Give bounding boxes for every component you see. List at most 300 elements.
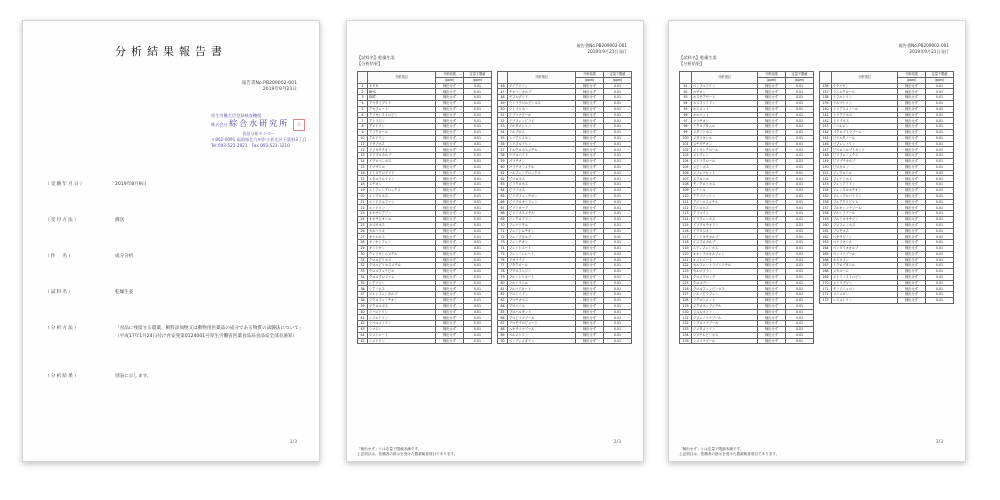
row-result: 検出せず xyxy=(576,286,604,292)
row-item-name: チフルザミド xyxy=(508,95,576,101)
row-item-name: オキサジアゾン xyxy=(368,211,436,217)
row-result: 検出せず xyxy=(436,269,464,275)
row-result: 検出せず xyxy=(576,338,604,344)
row-limit: 0.01 xyxy=(786,298,814,304)
row-limit: 0.01 xyxy=(926,211,954,217)
row-result: 検出せず xyxy=(898,147,926,153)
row-item-name: ジメチルビンホス xyxy=(692,332,758,338)
row-item-name: DDT xyxy=(368,95,436,101)
row-result: 検出せず xyxy=(898,257,926,263)
row-result: 検出せず xyxy=(898,245,926,251)
table-header xyxy=(680,72,814,78)
row-result: 検出せず xyxy=(898,129,926,135)
row-limit: 0.01 xyxy=(464,95,492,101)
results-page-2 xyxy=(668,20,966,462)
row-number: 160 xyxy=(820,222,832,228)
row-result: 検出せず xyxy=(758,332,786,338)
page-number: 1/3 xyxy=(289,440,297,445)
row-item-name: フェントエート xyxy=(508,245,576,251)
row-result: 検出せず xyxy=(758,153,786,159)
row-limit: 0.01 xyxy=(464,176,492,182)
row-limit: 0.01 xyxy=(604,193,632,199)
row-number: 32 xyxy=(358,263,368,269)
row-limit: 0.01 xyxy=(926,187,954,193)
row-limit: 0.01 xyxy=(604,292,632,298)
row-item-name: キントゼン xyxy=(368,245,436,251)
row-item-name: ビフェントリン xyxy=(832,141,898,147)
row-result: 検出せず xyxy=(436,176,464,182)
row-result: 検出せず xyxy=(436,182,464,188)
row-number: 9 xyxy=(358,129,368,135)
row-limit: 0.01 xyxy=(464,124,492,130)
row-limit: 0.01 xyxy=(604,332,632,338)
row-result: 検出せず xyxy=(576,141,604,147)
row-limit: 0.01 xyxy=(604,187,632,193)
row-number: 164 xyxy=(820,245,832,251)
row-result: 検出せず xyxy=(758,95,786,101)
row-result: 検出せず xyxy=(758,83,786,89)
row-result: 検出せず xyxy=(436,170,464,176)
row-limit: 0.01 xyxy=(604,135,632,141)
col-limit-unit: (ppm) xyxy=(926,77,954,83)
issuer-company xyxy=(211,119,306,131)
row-limit: 0.01 xyxy=(926,222,954,228)
row-item-name: ピラクロホス xyxy=(508,182,576,188)
row-limit: 0.01 xyxy=(464,89,492,95)
row-item-name: レスメトリン xyxy=(832,298,898,304)
row-item-name: クロルピリホスメチル xyxy=(368,263,436,269)
row-number: 37 xyxy=(358,292,368,298)
row-number: 135 xyxy=(680,338,692,344)
row-number: 170 xyxy=(820,280,832,286)
row-result: 検出せず xyxy=(576,176,604,182)
row-item-name: ジメタメトリン xyxy=(692,327,758,333)
row-limit: 0.01 xyxy=(464,112,492,118)
col-item-header: 分析項目 xyxy=(832,72,898,84)
row-number: 21 xyxy=(358,199,368,205)
col-item-header: 分析項目 xyxy=(692,72,758,84)
row-result: 検出せず xyxy=(576,298,604,304)
row-number: 137 xyxy=(820,89,832,95)
row-limit: 0.01 xyxy=(464,199,492,205)
row-limit: 0.01 xyxy=(786,315,814,321)
row-limit: 0.01 xyxy=(604,263,632,269)
row-number: 127 xyxy=(680,292,692,298)
row-limit: 0.01 xyxy=(786,95,814,101)
row-result: 検出せず xyxy=(898,106,926,112)
row-number: 167 xyxy=(820,263,832,269)
row-number: 130 xyxy=(680,309,692,315)
row-result: 検出せず xyxy=(898,141,926,147)
row-result: 検出せず xyxy=(898,274,926,280)
row-number: 138 xyxy=(820,95,832,101)
row-result: 検出せず xyxy=(758,129,786,135)
row-limit: 0.01 xyxy=(604,147,632,153)
row-item-name: パクロブトラゾール xyxy=(832,129,898,135)
row-item-name: ベンフルラリン xyxy=(692,83,758,89)
row-limit: 0.01 xyxy=(464,164,492,170)
row-result: 検出せず xyxy=(898,199,926,205)
row-limit: 0.01 xyxy=(786,89,814,95)
row-limit: 0.01 xyxy=(604,106,632,112)
row-item-name: ピラゾホス xyxy=(508,187,576,193)
row-limit: 0.01 xyxy=(464,147,492,153)
row-item-name: メフェナセット xyxy=(692,170,758,176)
row-number: 116 xyxy=(680,228,692,234)
row-result: 検出せず xyxy=(576,234,604,240)
row-number: 85 xyxy=(498,309,508,315)
col-limit-header: 定量下限値 xyxy=(604,72,632,78)
row-result: 検出せず xyxy=(898,298,926,304)
row-number: 77 xyxy=(498,263,508,269)
row-number: 64 xyxy=(498,187,508,193)
row-limit: 0.01 xyxy=(926,199,954,205)
row-result: 検出せず xyxy=(576,315,604,321)
results-table-right xyxy=(819,71,954,304)
row-item-name: フェニトロチオン xyxy=(508,228,576,234)
row-limit: 0.01 xyxy=(786,269,814,275)
row-result: 検出せず xyxy=(576,153,604,159)
row-number: 79 xyxy=(498,274,508,280)
row-item-name: ダイアジノン xyxy=(508,83,576,89)
row-item-name: シフルトリン xyxy=(368,315,436,321)
results-header-labels xyxy=(679,55,717,66)
row-limit: 0.01 xyxy=(604,321,632,327)
row-result: 検出せず xyxy=(436,298,464,304)
row-item-name: ホルペット xyxy=(692,112,758,118)
row-result: 検出せず xyxy=(436,303,464,309)
row-result: 検出せず xyxy=(758,170,786,176)
row-number: 69 xyxy=(498,216,508,222)
row-limit: 0.01 xyxy=(464,332,492,338)
row-item-name: パラチオン xyxy=(508,158,576,164)
row-item-name: モノクロトホス xyxy=(692,182,758,188)
report-number: 報告書No.PB209002-001 xyxy=(241,81,297,86)
row-limit: 0.01 xyxy=(604,141,632,147)
row-item-name: ホサロン xyxy=(692,89,758,95)
row-result: 検出せず xyxy=(898,176,926,182)
row-item-name: ペンコナゾール xyxy=(832,251,898,257)
row-limit: 0.01 xyxy=(926,280,954,286)
table-header xyxy=(358,72,492,78)
row-item-name: イソプロチオラン xyxy=(692,222,758,228)
row-number: 75 xyxy=(498,251,508,257)
row-limit: 0.01 xyxy=(464,298,492,304)
row-result: 検出せず xyxy=(576,106,604,112)
row-limit: 0.01 xyxy=(786,303,814,309)
row-result: 検出せず xyxy=(758,315,786,321)
row-result: 検出せず xyxy=(436,124,464,130)
row-limit: 0.01 xyxy=(604,298,632,304)
row-number: 12 xyxy=(358,147,368,153)
row-item-name: ピペロホス xyxy=(508,176,576,182)
row-result: 検出せず xyxy=(436,216,464,222)
row-result: 検出せず xyxy=(898,216,926,222)
row-number: 53 xyxy=(498,124,508,130)
row-result: 検出せず xyxy=(758,211,786,217)
row-result: 検出せず xyxy=(898,153,926,159)
row-number: 16 xyxy=(358,170,368,176)
row-item-name: メチダチオン xyxy=(692,141,758,147)
row-result: 検出せず xyxy=(758,280,786,286)
row-number: 146 xyxy=(820,141,832,147)
row-result: 検出せず xyxy=(436,158,464,164)
row-limit: 0.01 xyxy=(464,338,492,344)
row-number: 133 xyxy=(680,327,692,333)
row-result: 検出せず xyxy=(576,205,604,211)
row-item-name: シペルメトリン xyxy=(368,321,436,327)
row-number: 35 xyxy=(358,280,368,286)
row-result: 検出せず xyxy=(436,187,464,193)
row-limit: 0.01 xyxy=(604,228,632,234)
row-result: 検出せず xyxy=(576,240,604,246)
row-result: 検出せず xyxy=(898,124,926,130)
row-item-name: シメコナゾール xyxy=(692,338,758,344)
row-result: 検出せず xyxy=(758,234,786,240)
row-item-name: ベンダイオカルブ xyxy=(832,245,898,251)
row-result: 検出せず xyxy=(898,193,926,199)
row-item-name: メトラクロール xyxy=(692,158,758,164)
row-result: 検出せず xyxy=(758,112,786,118)
row-number: 109 xyxy=(680,187,692,193)
row-result: 検出せず xyxy=(436,153,464,159)
row-number: 115 xyxy=(680,222,692,228)
row-number: 14 xyxy=(358,158,368,164)
row-result: 検出せず xyxy=(898,211,926,217)
row-item-name: ピロキロン xyxy=(832,164,898,170)
row-result: 検出せず xyxy=(576,164,604,170)
row-limit: 0.01 xyxy=(926,147,954,153)
row-item-name: シアノホス xyxy=(368,286,436,292)
row-result: 検出せず xyxy=(436,222,464,228)
row-item-name: メビンホス xyxy=(692,164,758,170)
row-item-name: メトリブジン xyxy=(832,280,898,286)
row-limit: 0.01 xyxy=(926,124,954,130)
row-number: 86 xyxy=(498,315,508,321)
row-limit: 0.01 xyxy=(926,182,954,188)
row-result: 検出せず xyxy=(576,95,604,101)
row-result: 検出せず xyxy=(758,303,786,309)
row-result: 検出せず xyxy=(576,112,604,118)
row-item-name: ピリミホスメチル xyxy=(508,211,576,217)
row-number: 51 xyxy=(498,112,508,118)
row-result: 検出せず xyxy=(576,158,604,164)
results-report-number: 報告書No.PB209002-001 xyxy=(576,43,627,48)
row-number: 7 xyxy=(358,118,368,124)
row-item-name: トリアゾホス xyxy=(832,112,898,118)
row-limit: 0.01 xyxy=(926,135,954,141)
row-number: 165 xyxy=(820,251,832,257)
row-limit: 0.01 xyxy=(926,286,954,292)
row-item-name: フルキンコナゾール xyxy=(832,205,898,211)
row-limit: 0.01 xyxy=(926,89,954,95)
row-result: 検出せず xyxy=(898,286,926,292)
row-item-name: ピリミカーブ xyxy=(508,205,576,211)
row-result: 検出せず xyxy=(576,222,604,228)
row-limit: 0.01 xyxy=(464,205,492,211)
row-result: 検出せず xyxy=(898,95,926,101)
issuer-company-prefix: 株式会社 xyxy=(211,122,228,127)
row-result: 検出せず xyxy=(758,124,786,130)
row-item-name: シプロコナゾール xyxy=(692,321,758,327)
row-number: 84 xyxy=(498,303,508,309)
row-limit: 0.01 xyxy=(786,193,814,199)
row-item-name: メトキシクロール xyxy=(692,147,758,153)
row-result: 検出せず xyxy=(576,187,604,193)
row-number: 155 xyxy=(820,193,832,199)
row-limit: 0.01 xyxy=(786,135,814,141)
row-limit: 0.01 xyxy=(786,83,814,89)
row-limit: 0.01 xyxy=(926,193,954,199)
row-limit: 0.01 xyxy=(464,193,492,199)
row-item-name: ピリプロキシフェン xyxy=(508,199,576,205)
row-limit: 0.01 xyxy=(604,315,632,321)
results-header-meta xyxy=(577,43,627,54)
row-limit: 0.01 xyxy=(464,315,492,321)
row-result: 検出せず xyxy=(436,274,464,280)
row-number: 111 xyxy=(680,199,692,205)
row-result: 検出せず xyxy=(898,280,926,286)
row-item-name: トリアジメノール xyxy=(832,106,898,112)
row-limit: 0.01 xyxy=(604,100,632,106)
row-result: 検出せず xyxy=(436,286,464,292)
row-limit: 0.01 xyxy=(786,251,814,257)
row-limit: 0.01 xyxy=(786,309,814,315)
table-header xyxy=(820,72,954,78)
row-result: 検出せず xyxy=(758,251,786,257)
row-item-name: テルブトリン xyxy=(832,100,898,106)
sample-label: 【試料名】乾燥生姜 xyxy=(679,55,717,60)
row-number: 94 xyxy=(680,100,692,106)
row-result: 検出せず xyxy=(758,269,786,275)
row-number: 149 xyxy=(820,158,832,164)
row-limit: 0.01 xyxy=(926,263,954,269)
row-number: 117 xyxy=(680,234,692,240)
row-limit: 0.01 xyxy=(926,170,954,176)
row-result: 検出せず xyxy=(758,338,786,344)
row-number: 101 xyxy=(680,141,692,147)
row-limit: 0.01 xyxy=(464,251,492,257)
row-result: 検出せず xyxy=(576,147,604,153)
row-item-name: フェナリモル xyxy=(508,222,576,228)
row-result: 検出せず xyxy=(758,147,786,153)
row-limit: 0.01 xyxy=(604,158,632,164)
row-number: 97 xyxy=(680,118,692,124)
col-limit-unit: (ppm) xyxy=(604,77,632,83)
col-result-unit: (ppm) xyxy=(576,77,604,83)
row-limit: 0.01 xyxy=(786,228,814,234)
col-limit-header: 定量下限値 xyxy=(926,72,954,78)
row-result: 検出せず xyxy=(436,205,464,211)
results-table-left xyxy=(679,71,814,344)
row-number: 78 xyxy=(498,269,508,275)
row-result: 検出せず xyxy=(436,129,464,135)
row-number: 96 xyxy=(680,112,692,118)
row-limit: 0.01 xyxy=(464,182,492,188)
row-result: 検出せず xyxy=(898,269,926,275)
col-result-header: 分析結果 xyxy=(436,72,464,78)
row-result: 検出せず xyxy=(576,309,604,315)
row-item-name: テトラジホン xyxy=(508,106,576,112)
row-number: 142 xyxy=(820,118,832,124)
row-limit: 0.01 xyxy=(926,158,954,164)
row-result: 検出せず xyxy=(436,164,464,170)
row-limit: 0.01 xyxy=(604,164,632,170)
company-seal-icon: 印 xyxy=(293,119,305,131)
row-number: 145 xyxy=(820,135,832,141)
row-limit: 0.01 xyxy=(926,100,954,106)
row-result: 検出せず xyxy=(898,205,926,211)
col-result-unit: (ppm) xyxy=(436,77,464,83)
row-item-name: トリフルラリン xyxy=(508,141,576,147)
row-result: 検出せず xyxy=(576,251,604,257)
row-result: 検出せず xyxy=(436,327,464,333)
row-result: 検出せず xyxy=(576,135,604,141)
row-number: 159 xyxy=(820,216,832,222)
row-number: 62 xyxy=(498,176,508,182)
row-item-name: エスプロカルブ xyxy=(692,240,758,246)
row-item-name: デルタメトリン xyxy=(508,124,576,130)
row-number: 56 xyxy=(498,141,508,147)
row-item-name: メトミノストロビン xyxy=(832,274,898,280)
row-number: 172 xyxy=(820,292,832,298)
row-limit: 0.01 xyxy=(786,338,814,344)
row-limit: 0.01 xyxy=(926,234,954,240)
row-number: 131 xyxy=(680,315,692,321)
row-number: 144 xyxy=(820,129,832,135)
row-number: 157 xyxy=(820,205,832,211)
row-result: 検出せず xyxy=(758,182,786,188)
row-number: 89 xyxy=(498,332,508,338)
row-limit: 0.01 xyxy=(786,211,814,217)
row-result: 検出せず xyxy=(576,193,604,199)
row-result: 検出せず xyxy=(758,216,786,222)
results-issue-date: 2019年9月21日発行 xyxy=(587,48,627,54)
table-header xyxy=(498,72,632,78)
row-limit: 0.01 xyxy=(604,245,632,251)
row-item-name: メプロニル xyxy=(692,176,758,182)
row-result: 検出せず xyxy=(576,245,604,251)
row-number: 40 xyxy=(358,309,368,315)
row-result: 検出せず xyxy=(436,280,464,286)
row-result: 検出せず xyxy=(758,240,786,246)
row-number: 19 xyxy=(358,187,368,193)
row-number: 150 xyxy=(820,164,832,170)
row-number: 100 xyxy=(680,135,692,141)
row-item-name: プロチオホス xyxy=(508,298,576,304)
row-item-name: エディフェンホス xyxy=(692,245,758,251)
row-number: 153 xyxy=(820,182,832,188)
row-number: 90 xyxy=(498,338,508,344)
row-item-name: エンドリン xyxy=(368,205,436,211)
row-number: 38 xyxy=(358,298,368,304)
row-number: 119 xyxy=(680,245,692,251)
row-limit: 0.01 xyxy=(604,274,632,280)
results-header-labels xyxy=(357,55,395,66)
issuer-center: 食品分析センター xyxy=(242,131,276,136)
row-item-name: イソプロカルブ xyxy=(368,153,436,159)
row-item-name: リニュロン xyxy=(832,292,898,298)
row-number: 154 xyxy=(820,187,832,193)
row-item-name: テトラクロルビンホス xyxy=(508,100,576,106)
section-label: 【分析結果】 xyxy=(679,60,705,66)
row-item-name: フルアクリピリム xyxy=(832,199,898,205)
row-result: 検出せず xyxy=(898,292,926,298)
col-limit-unit: (ppm) xyxy=(786,77,814,83)
row-number: 126 xyxy=(680,286,692,292)
row-limit: 0.01 xyxy=(926,176,954,182)
row-number: 110 xyxy=(680,193,692,199)
